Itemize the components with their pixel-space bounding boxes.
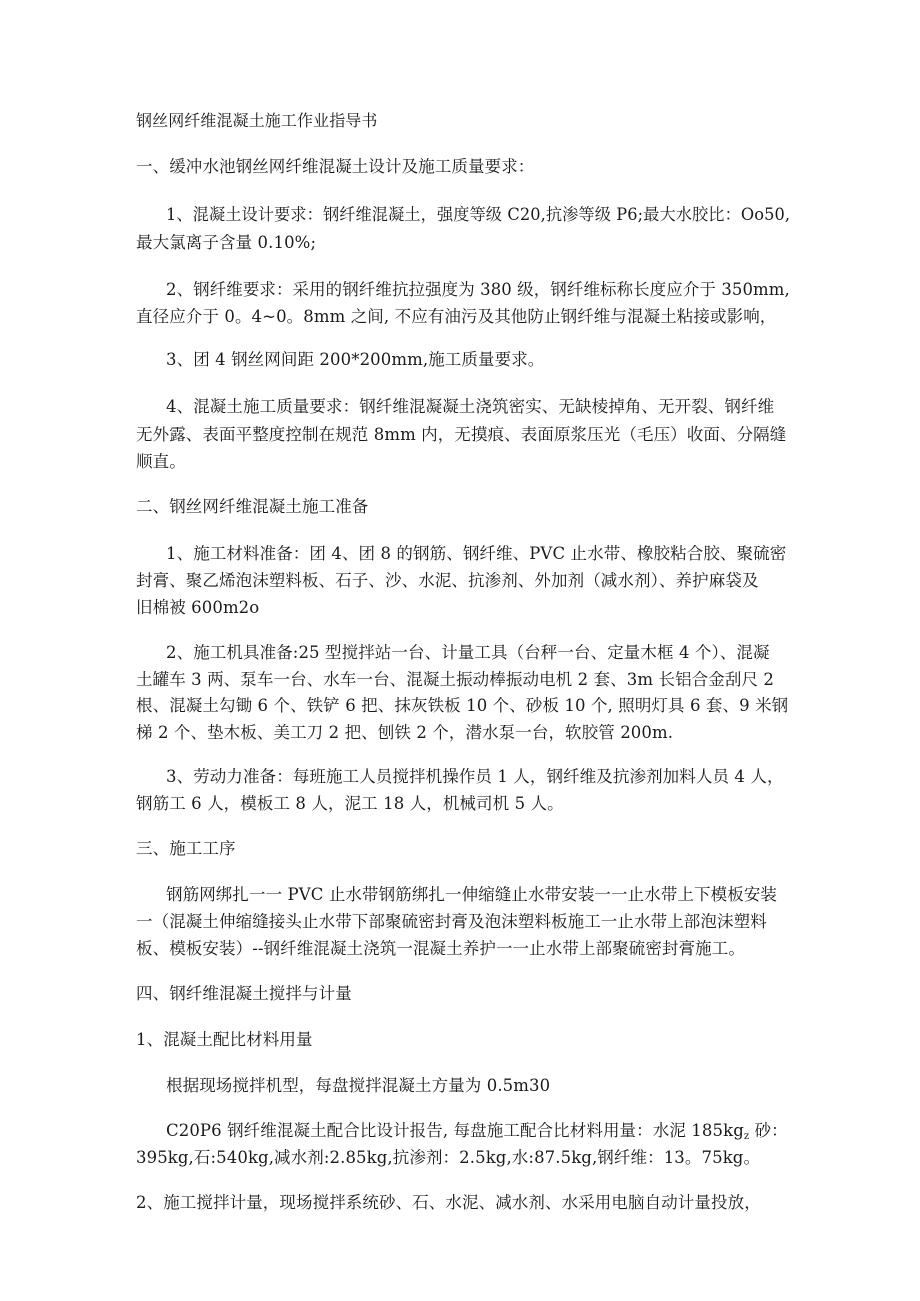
- section-3-heading: 三、施工工序: [136, 839, 236, 858]
- section-2-item-2-line-1: 2、施工机具准备:25 型搅拌站一台、计量工具（台秤一台、定量木框 4 个）、混凝: [166, 643, 770, 662]
- section-4-heading: 四、钢纤维混凝土搅拌与计量: [136, 984, 352, 1003]
- section-3-para-line-1: 钢筋网绑扎一一 PVC 止水带钢筋绑扎一伸缩缝止水带安装一一止水带上下模板安装: [166, 885, 778, 904]
- section-4-sub-1-para-1: 根据现场搅拌机型，每盘搅拌混凝土方量为 0.5m30: [166, 1076, 551, 1095]
- section-2-item-1-line-1: 1、施工材料准备：团 4、团 8 的钢筋、钢纤维、PVC 止水带、橡胶粘合胶、聚硫密: [166, 544, 787, 563]
- section-1-item-1-line-1: 1、混凝土设计要求：钢纤维混凝土，强度等级 C20,抗渗等级 P6;最大水胶比：Oo50,: [166, 205, 791, 224]
- section-2-heading: 二、钢丝网纤维混凝土施工准备: [136, 497, 369, 516]
- section-4-sub-1-para-2-line-2: 395kg,石:540kg,减水剂:2.85kg,抗渗剂：2.5kg,水:87.5kg,钢纤维：13。75kg。: [136, 1148, 761, 1167]
- section-4-sub-1-para-2-line-1: [166, 1120, 788, 1142]
- section-2-item-2-line-2: 土罐车 3 两、泵车一台、水车一台、混凝土振动棒振动电机 2 套、3m 长铝合金刮尺 2: [136, 670, 775, 689]
- section-1-item-4-line-1: 4、混凝土施工质量要求：钢纤维混凝凝土浇筑密实、无缺棱掉角、无开裂、钢纤维: [166, 397, 775, 416]
- section-1-item-1-line-2: 最大氯离子含量 0.10%;: [136, 233, 317, 252]
- mix-ratio-text: C20P6 钢纤维混凝土配合比设计报告, 每盘施工配合比材料用量：水泥 185kg: [166, 1121, 744, 1140]
- section-1-item-4-line-2: 无外露、表面平整度控制在规范 8mm 内，无摸痕、表面原浆压光（毛压）收面、分隔缝: [136, 425, 787, 444]
- section-2-item-1-line-2: 封膏、聚乙烯泡沫塑料板、石子、沙、水泥、抗渗剂、外加剂（减水剂）、养护麻袋及: [136, 571, 759, 590]
- section-3-para-line-2: 一（混凝土伸缩缝接头止水带下部聚硫密封膏及泡沫塑料板施工一止水带上部泡沫塑料: [136, 912, 767, 931]
- document-title: 钢丝网纤维混凝土施工作业指导书: [136, 111, 378, 130]
- section-4-sub-2-line-1: 2、施工搅拌计量，现场搅拌系统砂、石、水泥、减水剂、水采用电脑自动计量投放，: [136, 1193, 761, 1212]
- section-1-item-3-line-1: 3、团 4 钢丝网间距 200*200mm,施工质量要求。: [166, 350, 545, 369]
- section-1-heading: 一、缓冲水池钢丝网纤维混凝土设计及施工质量要求：: [136, 157, 535, 176]
- section-1-item-4-line-3: 顺直。: [136, 452, 186, 471]
- section-3-para-line-3: 板、模板安装）--钢纤维混凝土浇筑一混凝土养护一一止水带上部聚硫密封膏施工。: [136, 939, 745, 958]
- section-2-item-3-line-1: 3、劳动力准备：每班施工人员搅拌机操作员 1 人，钢纤维及抗渗剂加料人员 4 人，: [166, 767, 784, 786]
- section-4-sub-1-heading: 1、混凝土配比材料用量: [136, 1030, 313, 1049]
- mix-ratio-subscript: z: [743, 1131, 750, 1142]
- section-2-item-3-line-2: 钢筋工 6 人，模板工 8 人，泥工 18 人，机械司机 5 人。: [136, 794, 564, 813]
- section-2-item-2-line-4: 梯 2 个、垫木板、美工刀 2 把、刨铁 2 个，潜水泵一台，软胶管 200m.: [136, 723, 674, 742]
- section-2-item-2-line-3: 根、混凝土勾锄 6 个、铁铲 6 把、抹灰铁板 10 个、砂板 10 个, 照明灯具 6 套、9 米钢: [136, 696, 789, 715]
- mix-ratio-text-end: 砂：: [749, 1121, 788, 1140]
- section-2-item-1-line-3: 旧棉被 600m2o: [136, 598, 260, 617]
- section-1-item-2-line-2: 直径应介于 0。4~0。8mm 之间, 不应有油污及其他防止钢纤维与混凝土粘接或影响，: [136, 307, 777, 326]
- section-1-item-2-line-1: 2、钢纤维要求：采用的钢纤维抗拉强度为 380 级，钢纤维标称长度应介于 350mm,: [166, 280, 790, 299]
